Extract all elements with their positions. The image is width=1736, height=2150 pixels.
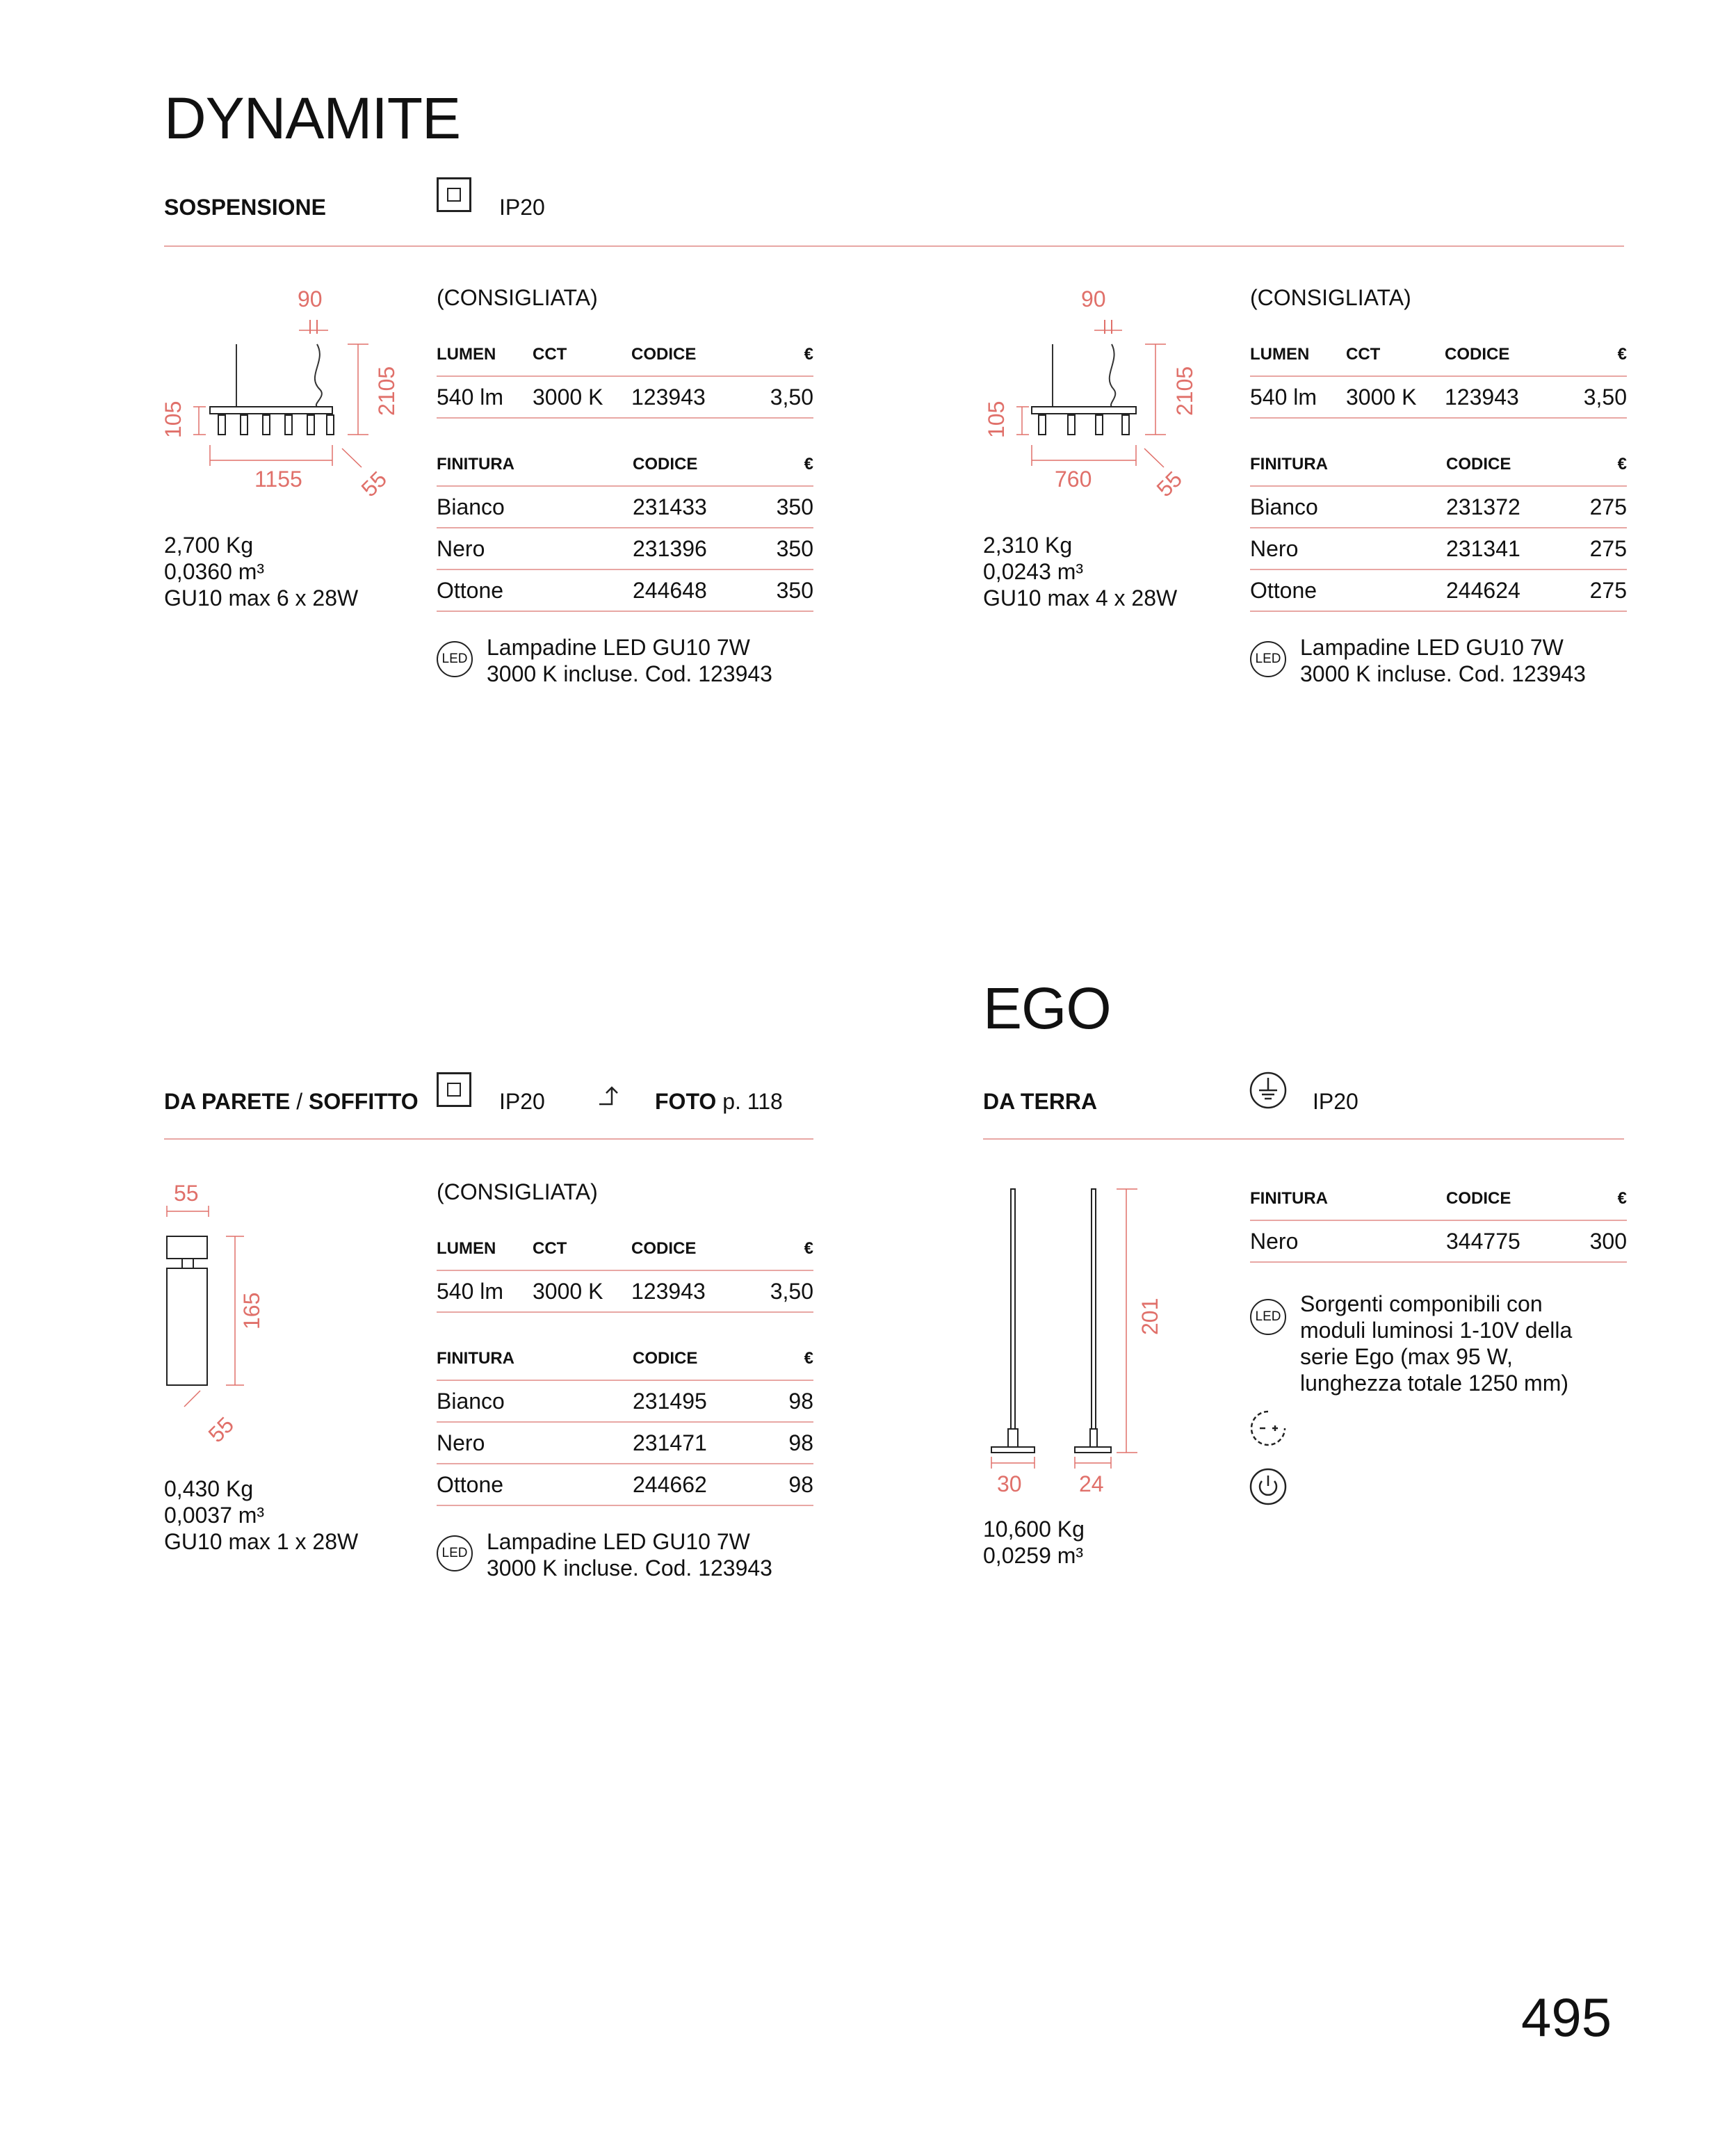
finish-table [437,1349,813,1506]
table-row [1250,528,1627,569]
section-divider [164,245,1624,247]
finish-table [437,455,813,612]
cell: 3,50 [1570,376,1627,418]
col-price: € [1570,345,1627,376]
volume: 0,0037 m³ [164,1503,265,1528]
led-icon: LED [437,641,473,677]
cell: 275 [1571,528,1627,569]
table-row [437,1380,813,1422]
table-row [437,1464,813,1505]
table-row [437,486,813,528]
col-codice: CODICE [1446,1189,1571,1220]
photo-arrow-icon [597,1083,624,1111]
dim-top-width: 90 [1081,286,1106,312]
dimension-drawing-a [160,278,410,487]
cell: 231495 [633,1380,758,1422]
cell: Ottone [437,569,633,611]
col-finitura: FINITURA [1250,1189,1446,1220]
cell: 3000 K [533,376,631,418]
dim-body-height: 105 [984,401,1009,438]
bulbs: GU10 max 1 x 28W [164,1529,359,1554]
table-row [437,376,813,418]
note-line: Sorgenti componibili con [1300,1291,1543,1316]
dim-body-height: 105 [161,401,186,438]
cell: 123943 [631,1270,756,1312]
table-row [437,569,813,611]
section-label-terra: DA TERRA [983,1089,1098,1114]
led-icon: LED [437,1535,473,1571]
table-row [437,1270,813,1312]
lamp-table [437,345,813,419]
note-line: moduli luminosi 1-10V della [1300,1318,1573,1343]
dim-depth: 24 [1079,1471,1104,1496]
note-line: lunghezza totale 1250 mm) [1300,1371,1568,1396]
section-label-sospensione: SOSPENSIONE [164,195,326,220]
section-label-sep: / [290,1089,309,1114]
cell: Bianco [437,486,633,528]
cell: 98 [758,1380,813,1422]
col-codice: CODICE [1446,455,1571,486]
table-row [437,528,813,569]
cell: Bianco [1250,486,1446,528]
lamp-table [1250,345,1627,419]
weight: 10,600 Kg [983,1517,1085,1542]
volume: 0,0360 m³ [164,559,265,584]
col-codice: CODICE [631,1239,756,1270]
bulbs: GU10 max 4 x 28W [983,585,1178,611]
product-specs-parete [164,1476,358,1555]
col-codice: CODICE [633,455,758,486]
note-line: Lampadine LED GU10 7W [1300,635,1564,660]
weight: 2,310 Kg [983,533,1073,558]
led-note [487,1528,772,1581]
page-title: DYNAMITE [164,86,461,151]
consigliata-label: (CONSIGLIATA) [437,1179,598,1204]
cell: 98 [758,1464,813,1505]
consigliata-label: (CONSIGLIATA) [437,285,598,310]
dim-total-height: 2105 [1172,366,1197,416]
section-divider [164,1138,813,1140]
led-note [487,634,772,687]
col-cct: CCT [1346,345,1445,376]
col-finitura: FINITURA [437,455,633,486]
note-line: Lampadine LED GU10 7W [487,1529,750,1554]
note-line: 3000 K incluse. Cod. 123943 [1300,661,1586,686]
col-price: € [1571,1189,1627,1220]
cell: 300 [1571,1220,1627,1262]
table-row [437,1422,813,1464]
volume: 0,0259 m³ [983,1543,1084,1568]
led-icon: LED [1250,1299,1286,1335]
cell: 231433 [633,486,758,528]
section-label-part: SOFFITTO [309,1089,419,1114]
dim-width: 1155 [254,467,302,492]
cell: 3000 K [533,1270,631,1312]
cell: 123943 [631,376,756,418]
col-cct: CCT [533,345,631,376]
ego-note [1300,1291,1572,1396]
cell: 344775 [1446,1220,1571,1262]
table-row [1250,486,1627,528]
col-price: € [758,455,813,486]
section-divider [983,1138,1624,1140]
dim-top-width: 90 [298,286,323,312]
consigliata-label: (CONSIGLIATA) [1250,285,1411,310]
product-specs-a [164,532,358,611]
table-row [1250,1220,1627,1262]
dim-height: 201 [1137,1298,1162,1335]
cell: 275 [1571,569,1627,611]
cell: 3,50 [756,376,813,418]
photo-reference[interactable] [655,1090,783,1113]
cell: Ottone [1250,569,1446,611]
dim-width: 55 [174,1181,199,1206]
cell: 540 lm [1250,376,1346,418]
photo-label: FOTO [655,1089,717,1114]
product-specs-b [983,532,1177,611]
lamp-table [437,1239,813,1313]
cell: Nero [437,1422,633,1464]
cell: 350 [758,569,813,611]
table-row [1250,376,1627,418]
section-label-part: DA PARETE [164,1089,291,1114]
col-price: € [756,345,813,376]
cell: 231396 [633,528,758,569]
col-lumen: LUMEN [437,345,533,376]
cell: 244624 [1446,569,1571,611]
volume: 0,0243 m³ [983,559,1084,584]
col-finitura: FINITURA [1250,455,1446,486]
class-ii-icon [437,1072,471,1107]
note-line: 3000 K incluse. Cod. 123943 [487,661,772,686]
ip-rating: IP20 [499,1089,545,1114]
class-ii-icon [437,177,471,212]
weight: 2,700 Kg [164,533,254,558]
note-line: Lampadine LED GU10 7W [487,635,750,660]
dim-total-height: 2105 [374,366,399,416]
power-switch-icon [1249,1467,1288,1506]
dim-height: 165 [239,1292,264,1329]
dim-depth: 55 [1151,466,1187,502]
note-line: 3000 K incluse. Cod. 123943 [487,1555,772,1581]
dim-depth: 55 [356,466,392,502]
cell: 231372 [1446,486,1571,528]
ground-icon [1249,1071,1288,1110]
cell: 350 [758,486,813,528]
cell: 98 [758,1422,813,1464]
col-price: € [756,1239,813,1270]
cell: Nero [437,528,633,569]
col-finitura: FINITURA [437,1349,633,1380]
dim-base: 30 [997,1471,1022,1496]
cell: Nero [1250,528,1446,569]
cell: Nero [1250,1220,1446,1262]
cell: 540 lm [437,376,533,418]
dim-width: 760 [1055,467,1092,492]
section-label-parete [164,1090,419,1113]
product-specs-ego [983,1516,1085,1569]
cell: 3,50 [756,1270,813,1312]
cell: 540 lm [437,1270,533,1312]
note-line: serie Ego (max 95 W, [1300,1344,1513,1369]
bulbs: GU10 max 6 x 28W [164,585,359,611]
col-codice: CODICE [633,1349,758,1380]
dimension-drawing-ego [980,1182,1189,1516]
cell: 231341 [1446,528,1571,569]
cell: 123943 [1445,376,1570,418]
finish-table [1250,455,1627,612]
ip-rating: IP20 [1313,1089,1358,1114]
cell: 244662 [633,1464,758,1505]
dim-depth: 55 [203,1412,239,1448]
col-price: € [758,1349,813,1380]
finish-table [1250,1189,1627,1263]
dimension-drawing-parete [160,1175,299,1453]
dimmer-icon [1249,1409,1290,1448]
cell: Ottone [437,1464,633,1505]
cell: 244648 [633,569,758,611]
cell: 3000 K [1346,376,1445,418]
cell: 231471 [633,1422,758,1464]
led-note [1300,634,1586,687]
page-number: 495 [1521,1987,1612,2048]
col-codice: CODICE [1445,345,1570,376]
col-codice: CODICE [631,345,756,376]
weight: 0,430 Kg [164,1476,254,1501]
photo-page: p. 118 [716,1089,783,1114]
ip-rating: IP20 [499,195,545,220]
product-title-ego: EGO [983,976,1111,1041]
led-icon: LED [1250,641,1286,677]
col-cct: CCT [533,1239,631,1270]
cell: Bianco [437,1380,633,1422]
table-row [1250,569,1627,611]
cell: 275 [1571,486,1627,528]
col-lumen: LUMEN [437,1239,533,1270]
col-lumen: LUMEN [1250,345,1346,376]
col-price: € [1571,455,1627,486]
cell: 350 [758,528,813,569]
